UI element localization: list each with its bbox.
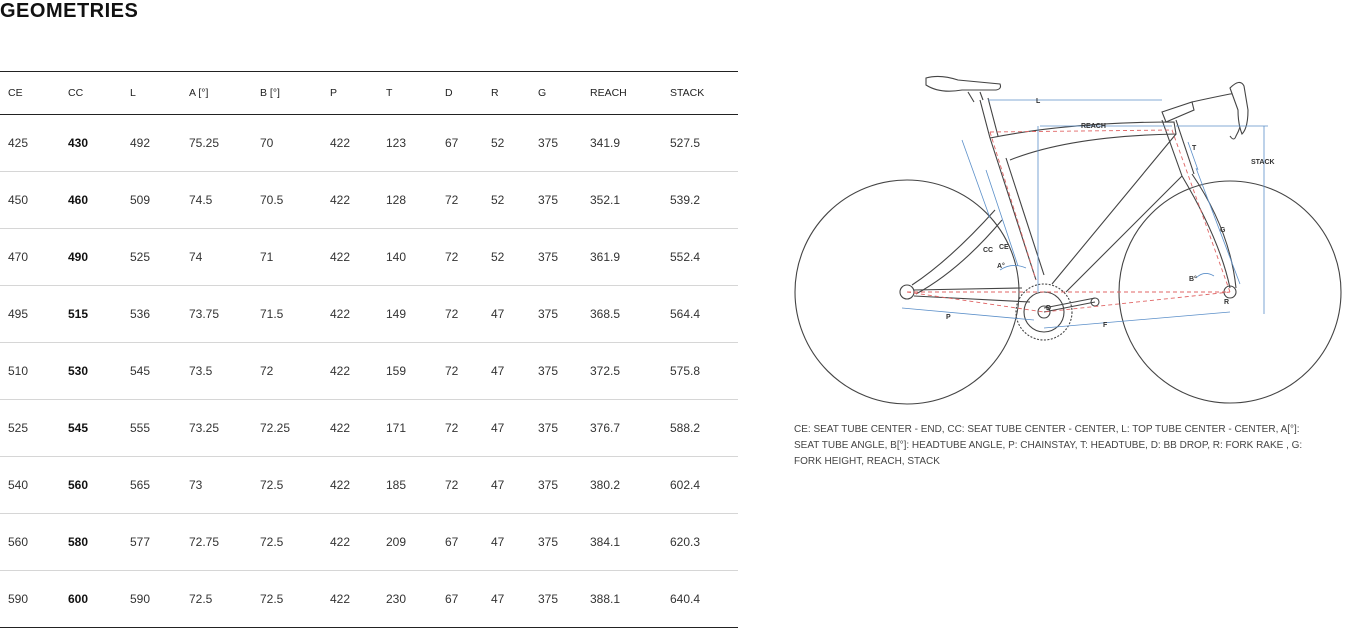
table-row xyxy=(0,400,738,457)
label-f: F xyxy=(1103,322,1108,329)
table-cell: 75.25 xyxy=(181,115,252,172)
table-cell: 209 xyxy=(378,514,437,571)
table-cell: 530 xyxy=(60,343,122,400)
table-cell: 602.4 xyxy=(662,457,738,514)
table-cell: 422 xyxy=(322,457,378,514)
table-cell: 495 xyxy=(0,286,60,343)
label-l: L xyxy=(1036,98,1041,105)
table-cell: 555 xyxy=(122,400,181,457)
stem xyxy=(1162,102,1194,122)
col-header-l: L xyxy=(122,72,181,115)
table-cell: 352.1 xyxy=(582,172,662,229)
table-cell: 67 xyxy=(437,571,483,628)
table-cell: 590 xyxy=(0,571,60,628)
table-cell: 72 xyxy=(437,172,483,229)
table-cell: 620.3 xyxy=(662,514,738,571)
table-cell: 368.5 xyxy=(582,286,662,343)
table-cell: 74.5 xyxy=(181,172,252,229)
table-cell: 171 xyxy=(378,400,437,457)
seatpost xyxy=(980,98,998,138)
table-cell: 73.75 xyxy=(181,286,252,343)
table-cell: 375 xyxy=(530,343,582,400)
label-d: D xyxy=(1046,305,1052,312)
table-cell: 422 xyxy=(322,571,378,628)
table-cell: 72.5 xyxy=(252,514,322,571)
table-cell: 490 xyxy=(60,229,122,286)
table-cell: 72 xyxy=(437,400,483,457)
label-b: B° xyxy=(1189,276,1197,283)
table-cell: 123 xyxy=(378,115,437,172)
geometry-table xyxy=(0,71,738,628)
table-cell: 422 xyxy=(322,514,378,571)
table-cell: 71 xyxy=(252,229,322,286)
table-cell: 230 xyxy=(378,571,437,628)
table-cell: 72 xyxy=(437,286,483,343)
table-cell: 539.2 xyxy=(662,172,738,229)
page-title: GEOMETRIES xyxy=(0,0,139,22)
table-cell: 72.25 xyxy=(252,400,322,457)
col-header-b: B [°] xyxy=(252,72,322,115)
table-cell: 560 xyxy=(60,457,122,514)
label-g: G xyxy=(1220,227,1226,234)
table-cell: 510 xyxy=(0,343,60,400)
table-cell: 564.4 xyxy=(662,286,738,343)
col-header-a: A [°] xyxy=(181,72,252,115)
table-row xyxy=(0,286,738,343)
table-cell: 545 xyxy=(122,343,181,400)
col-header-cc: CC xyxy=(60,72,122,115)
table-cell: 536 xyxy=(122,286,181,343)
col-header-t: T xyxy=(378,72,437,115)
table-cell: 492 xyxy=(122,115,181,172)
table-cell: 71.5 xyxy=(252,286,322,343)
down-tube xyxy=(1052,134,1182,292)
table-row xyxy=(0,115,738,172)
table-cell: 540 xyxy=(0,457,60,514)
table-row xyxy=(0,229,738,286)
table-cell: 384.1 xyxy=(582,514,662,571)
head-tube xyxy=(1162,120,1194,176)
table-cell: 73.5 xyxy=(181,343,252,400)
col-header-reach: REACH xyxy=(582,72,662,115)
saddle xyxy=(926,76,1001,91)
table-cell: 47 xyxy=(483,286,530,343)
table-cell: 577 xyxy=(122,514,181,571)
table-cell: 470 xyxy=(0,229,60,286)
table-cell: 560 xyxy=(0,514,60,571)
table-cell: 525 xyxy=(122,229,181,286)
label-t: T xyxy=(1192,145,1197,152)
label-p: P xyxy=(946,314,951,321)
table-cell: 422 xyxy=(322,115,378,172)
table-cell: 600 xyxy=(60,571,122,628)
col-header-d: D xyxy=(437,72,483,115)
chain-stay xyxy=(914,288,1030,302)
label-ce: CE xyxy=(999,244,1009,251)
table-cell: 128 xyxy=(378,172,437,229)
geometry-legend: CE: SEAT TUBE CENTER - END, CC: SEAT TUBE CENTER - CENTER, L: TOP TUBE CENTER - CENTER, A[°]: SEAT TUBE ANGLE, B[°]: HEADTUBE ANGLE, P: CHAINSTAY, T: HEADTUBE, D: BB DROP, R: FORK RAKE , G: FORK HEIGHT, REACH, STACK xyxy=(794,424,1303,467)
table-cell: 509 xyxy=(122,172,181,229)
table-cell: 72 xyxy=(437,343,483,400)
table-cell: 70.5 xyxy=(252,172,322,229)
table-cell: 422 xyxy=(322,343,378,400)
table-cell: 341.9 xyxy=(582,115,662,172)
table-row xyxy=(0,457,738,514)
table-cell: 52 xyxy=(483,229,530,286)
table-cell: 450 xyxy=(0,172,60,229)
table-cell: 388.1 xyxy=(582,571,662,628)
table-cell: 67 xyxy=(437,115,483,172)
crank-arm xyxy=(1044,298,1095,312)
label-reach: REACH xyxy=(1081,123,1106,130)
table-cell: 47 xyxy=(483,457,530,514)
table-cell: 74 xyxy=(181,229,252,286)
table-cell: 375 xyxy=(530,571,582,628)
table-cell: 149 xyxy=(378,286,437,343)
table-cell: 422 xyxy=(322,286,378,343)
table-cell: 590 xyxy=(122,571,181,628)
table-cell: 422 xyxy=(322,172,378,229)
table-cell: 67 xyxy=(437,514,483,571)
table-cell: 372.5 xyxy=(582,343,662,400)
col-header-p: P xyxy=(322,72,378,115)
table-cell: 375 xyxy=(530,514,582,571)
label-a: A° xyxy=(997,263,1005,270)
table-row xyxy=(0,514,738,571)
col-header-ce: CE xyxy=(0,72,60,115)
table-cell: 375 xyxy=(530,115,582,172)
table-row xyxy=(0,571,738,628)
table-cell: 375 xyxy=(530,457,582,514)
label-stack: STACK xyxy=(1251,159,1275,166)
table-cell: 375 xyxy=(530,400,582,457)
table-cell: 47 xyxy=(483,343,530,400)
table-cell: 52 xyxy=(483,115,530,172)
table-cell: 575.8 xyxy=(662,343,738,400)
table-cell: 460 xyxy=(60,172,122,229)
col-header-stack: STACK xyxy=(662,72,738,115)
table-cell: 527.5 xyxy=(662,115,738,172)
table-cell: 375 xyxy=(530,286,582,343)
table-cell: 47 xyxy=(483,400,530,457)
label-cc: CC xyxy=(983,247,994,254)
table-cell: 72.5 xyxy=(252,457,322,514)
table-cell: 525 xyxy=(0,400,60,457)
table-cell: 47 xyxy=(483,514,530,571)
table-cell: 380.2 xyxy=(582,457,662,514)
table-cell: 73.25 xyxy=(181,400,252,457)
table-cell: 73 xyxy=(181,457,252,514)
table-cell: 545 xyxy=(60,400,122,457)
table-cell: 515 xyxy=(60,286,122,343)
table-cell: 580 xyxy=(60,514,122,571)
table-cell: 361.9 xyxy=(582,229,662,286)
table-cell: 72 xyxy=(437,229,483,286)
table-cell: 565 xyxy=(122,457,181,514)
table-cell: 72.5 xyxy=(252,571,322,628)
table-cell: 52 xyxy=(483,172,530,229)
table-row xyxy=(0,172,738,229)
table-cell: 185 xyxy=(378,457,437,514)
table-cell: 425 xyxy=(0,115,60,172)
table-cell: 72.75 xyxy=(181,514,252,571)
table-cell: 588.2 xyxy=(662,400,738,457)
fork xyxy=(1182,174,1236,288)
table-body xyxy=(0,115,738,628)
label-r: R xyxy=(1224,299,1230,306)
table-cell: 376.7 xyxy=(582,400,662,457)
table-cell: 552.4 xyxy=(662,229,738,286)
table-cell: 70 xyxy=(252,115,322,172)
table-cell: 375 xyxy=(530,172,582,229)
table-cell: 72 xyxy=(437,457,483,514)
table-cell: 375 xyxy=(530,229,582,286)
table-cell: 422 xyxy=(322,400,378,457)
table-cell: 159 xyxy=(378,343,437,400)
col-header-g: G xyxy=(530,72,582,115)
table-cell: 72.5 xyxy=(181,571,252,628)
table-cell: 422 xyxy=(322,229,378,286)
col-header-r: R xyxy=(483,72,530,115)
bike-geometry-diagram xyxy=(790,70,1345,410)
table-header-row xyxy=(0,72,738,115)
table-cell: 72 xyxy=(252,343,322,400)
table-row xyxy=(0,343,738,400)
table-cell: 47 xyxy=(483,571,530,628)
table-cell: 140 xyxy=(378,229,437,286)
table-cell: 640.4 xyxy=(662,571,738,628)
table-cell: 430 xyxy=(60,115,122,172)
